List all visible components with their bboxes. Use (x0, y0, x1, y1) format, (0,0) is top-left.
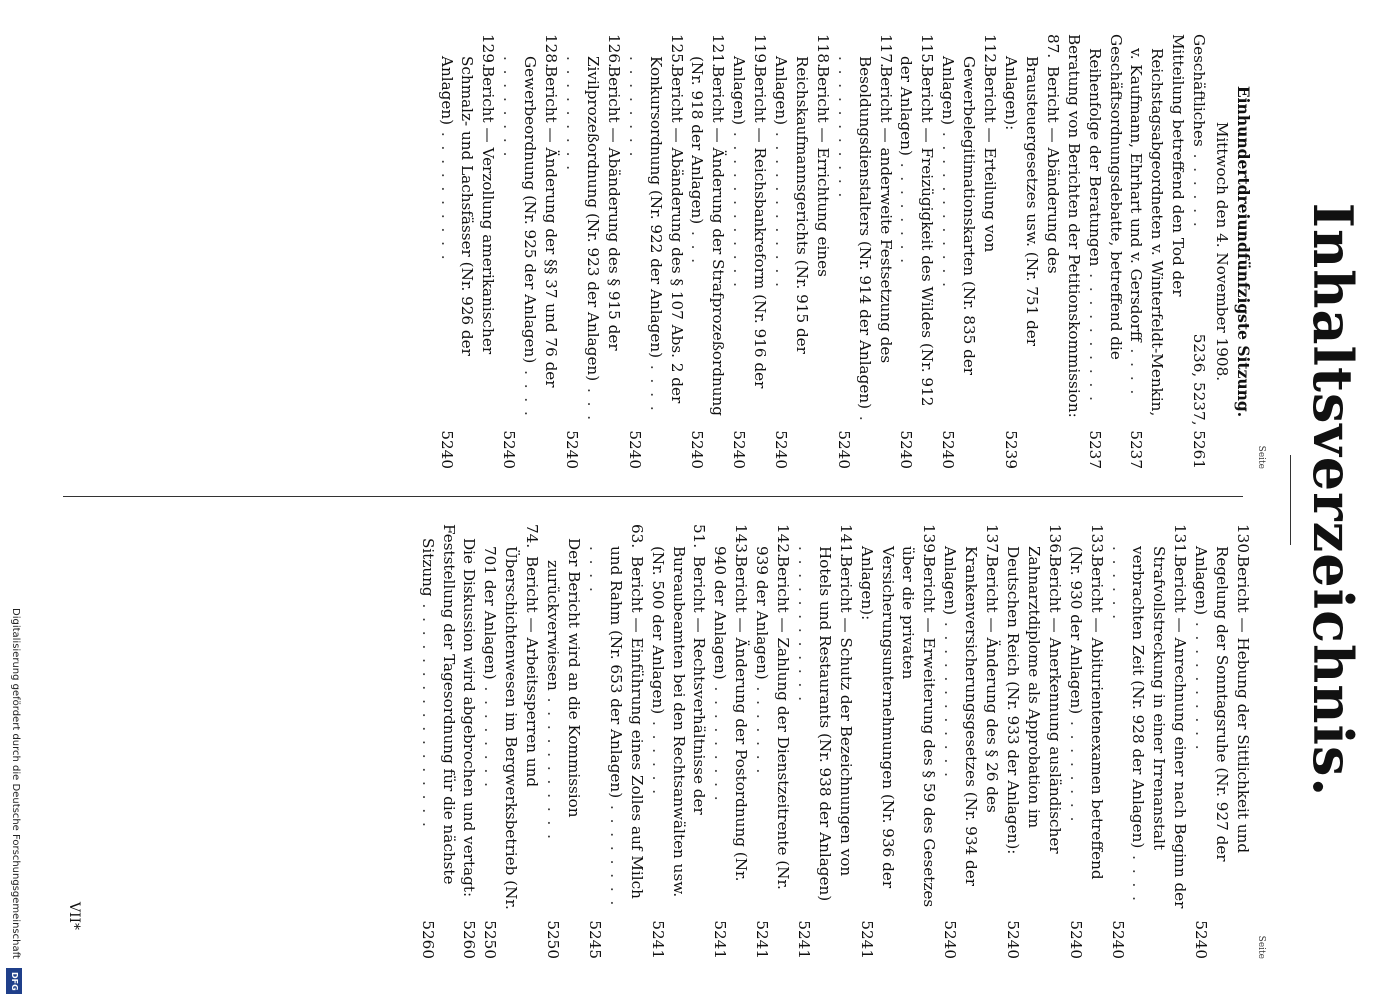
entry-text: Bericht — Errichtung eines Reichskaufmannsgerichts (Nr. 915 der Anlagen) (772, 56, 832, 354)
entry-number: 139. (920, 524, 939, 558)
entry-text: Bericht — Abänderung des § 107 Abs. 2 der Konkursordnung (Nr. 922 der Anlagen) (646, 56, 686, 404)
leader-dots: . . . . . . . . . . . (544, 690, 563, 841)
toc-entry (728, 34, 770, 469)
toc-entry (647, 524, 710, 959)
entry-text: Bericht — anderweite Festsetzung des Besoldungsdienstalters (Nr. 914 der Anlagen) (855, 56, 895, 410)
toc-entry (1063, 34, 1084, 469)
leader-dots: . . . . . . . . . (711, 679, 730, 803)
entry-page-ref: 5240 (1192, 920, 1211, 959)
toc-entry (1002, 524, 1065, 959)
footer-strip-text: Digitalisierung gefördert durch die Deutsche Forschungsgemeinschaft (10, 608, 21, 959)
entry-number: 130. (1234, 524, 1252, 558)
column-divider (63, 496, 1243, 497)
toc-entry (542, 524, 584, 959)
entry-text: Bericht — Abiturientenexamen betreffend (Nr. 930 der Anlagen) (1066, 546, 1106, 880)
entry-text: Mitteilung betreffend den Tod der Reichstagsabgeordneten v. Winterfeldt-Menkin, v. Kaufmann, Ehrhart und v. Gersdorff (1127, 34, 1188, 417)
leader-dots: . . . . . . . . . . (1085, 266, 1104, 403)
seite-header-left: Seite (1256, 445, 1266, 469)
leader-dots: . . . . . . . . . . . . (500, 56, 540, 418)
leader-dots: . . . . . . . . . . . . (941, 615, 960, 779)
entry-text: Bericht — Erweiterung des § 59 des Gesetzes über die privaten Versicherungsunternehmungen (Nr. 936 der Anlagen): (857, 546, 939, 908)
entry-page-ref: 5240 (730, 430, 749, 469)
leader-dots: . . . . . . . (753, 679, 772, 776)
toc-entry (793, 524, 856, 959)
leader-dots: . . . . . . . . . . (1192, 615, 1211, 752)
entry-page-ref: 5260 (460, 920, 479, 959)
leader-dots: . . . . . . . . . . . . (625, 56, 665, 413)
toc-entry (561, 34, 624, 469)
right-column (417, 524, 1267, 959)
toc-entry (1065, 524, 1107, 959)
entry-number: 74. (523, 524, 542, 549)
entry-page-ref: 5241 (648, 920, 667, 959)
entry-number: 51. (690, 524, 709, 549)
entry-text: Bericht — Arbeitssperren und Überschichtenwesen im Bergwerksbetrieb (Nr. 701 der Anlagen) (481, 546, 542, 910)
entry-text: Bericht — Änderung der Strafprozeßordnung (Nr. 918 der Anlagen) (688, 56, 728, 417)
leader-dots: . . . . . . . . . . (437, 125, 456, 262)
leader-dots: . . . . . . (648, 714, 667, 797)
leader-dots: . . . . . . . . . . . . (730, 125, 749, 289)
entry-page-ref: 5241 (794, 920, 813, 959)
entry-text: Bericht — Änderung der Postordnung (Nr. 940 der Anlagen) (711, 546, 751, 882)
entry-text: Bericht — Reichsbankreform (Nr. 916 der Anlagen) (730, 56, 770, 389)
entry-text: Bericht — Schutz der Bezeichnungen von Hotels und Restaurants (Nr. 938 der Anlagen) (815, 546, 855, 902)
toc-entry (1126, 34, 1189, 469)
entry-page-ref: 5240 (772, 430, 791, 469)
toc-entry (1000, 34, 1063, 469)
entry-number: 119. (751, 34, 770, 68)
toc-entry (937, 34, 1000, 469)
entry-text: Bericht — Hebung der Sittlichkeit und Regelung der Sonntagsruhe (Nr. 927 der Anlagen) (1192, 546, 1252, 862)
leader-dots: . . . . . . . . . . . . (834, 56, 874, 423)
entry-text: Feststellung der Tagesordnung für die nächste Sitzung (418, 524, 458, 885)
entry-page-ref: 5240 (625, 430, 644, 469)
entry-page-ref: 5237 (1085, 430, 1104, 469)
entry-text: Geschäftsordnungsdebatte, betreffend die Reihenfolge der Beratungen (1085, 34, 1125, 360)
entry-page-ref: 5240 (563, 430, 581, 469)
toc-entry (770, 34, 833, 469)
entry-text: Geschäftliches (1190, 34, 1209, 147)
entry-number: 143. (732, 524, 751, 558)
leader-dots: . . . . . . . . . . . . . . . . . (418, 596, 437, 829)
toc-entry (479, 524, 542, 959)
entry-text: Bericht — Änderung des § 26 des Krankenversicherungsgesetzes (Nr. 934 der Anlagen) (941, 546, 1002, 886)
entry-page-ref: 5241 (711, 920, 730, 959)
entry-number: 128. (542, 34, 561, 68)
entry-number: 118. (813, 34, 832, 68)
toc-entry (751, 524, 793, 959)
entry-number: 125. (667, 34, 686, 68)
toc-entry (939, 524, 1002, 959)
session-date: Mittwoch den 4. November 1908. (1213, 121, 1232, 382)
entry-number: 137. (983, 524, 1002, 558)
entry-text: Bericht — Abänderung des § 915 der Zivilprozeßordnung (Nr. 923 der Anlagen) (583, 56, 623, 382)
leader-dots: . . . . . . . . (897, 155, 916, 266)
entry-page-ref: 5240 (897, 430, 916, 469)
entry-number: 142. (774, 524, 793, 558)
entry-text: Bericht — Verzollung amerikanischer Schmalz- und Lachsfässer (Nr. 926 der Anlagen) (437, 56, 498, 356)
entry-page-ref: 5240 (688, 430, 707, 469)
session-title: Einhundertdreiundfünfzigste Sitzung. (1234, 85, 1253, 418)
left-entries (436, 34, 1210, 469)
entry-page-ref: 5250 (481, 920, 500, 959)
entry-page-ref: 5245 (585, 920, 604, 959)
entry-page-ref: 5240 (834, 430, 853, 469)
leader-dots: . . . . . . . . . . . . (772, 125, 791, 289)
entry-number: 131. (1171, 524, 1190, 558)
entry-page-ref: 5260 (418, 920, 437, 959)
entry-text: Bericht — Änderung der §§ 37 und 76 der Gewerbeordnung (Nr. 925 der Anlagen) (521, 56, 561, 388)
leader-dots: . . . . . . . . . . . . (794, 546, 813, 704)
entry-page-ref: 5240 (1066, 920, 1085, 959)
leader-dots: . . . . . . . . (1066, 714, 1085, 824)
entry-number: 63. (627, 524, 646, 549)
toc-entry (584, 524, 647, 959)
entry-text: Bericht — Rechtsverhältnisse der Bureaubeamten bei den Rechtsanwälten usw. (Nr. 500 der Anlagen) (648, 546, 709, 898)
entry-number: 141. (836, 524, 855, 558)
entry-page-ref: 5237 (1127, 430, 1146, 469)
entry-text: Bericht — Anerkennung ausländischer Zahnarztdiplome als Approbation im Deutschen Reich (Nr. 933 der Anlagen): (1004, 546, 1064, 855)
entry-page-ref: 5240 (941, 920, 960, 959)
entry-number: 112. (981, 34, 1000, 68)
leader-dots: . . . . (1127, 341, 1146, 397)
right-entries (417, 524, 1253, 959)
left-column (436, 34, 1267, 469)
toc-entry (459, 524, 480, 959)
entry-page-ref: 5241 (857, 920, 876, 959)
entry-text: Beratung von Berichten der Petitionskommission: (1064, 34, 1083, 418)
entry-page-ref: 5240 (939, 430, 958, 469)
entry-number: 87. (1043, 34, 1062, 59)
entry-page-ref: 5239 (1002, 430, 1021, 469)
leader-dots: . . . . . . . . (481, 679, 500, 789)
digitization-strip (3, 608, 25, 1000)
entry-number: 133. (1087, 524, 1106, 558)
leader-dots: . . . . . . (1190, 146, 1209, 229)
toc-entry (1107, 524, 1191, 959)
entry-page-ref: 5240 (1108, 920, 1127, 959)
entry-text: Bericht — Einführung eines Zolles auf Milch und Rahm (Nr. 653 der Anlagen) (606, 546, 646, 899)
toc-entry (896, 34, 938, 469)
entry-page-ref: 5236, 5237, 5261 (1190, 333, 1209, 469)
toc-entry (417, 524, 459, 959)
entry-number: 129. (479, 34, 498, 68)
entry-page-ref: 5240 (1004, 920, 1023, 959)
dfg-logo: DFG (6, 968, 22, 994)
page-title: Inhaltsverzeichnis. (1301, 202, 1365, 798)
toc-entry (624, 34, 687, 469)
leader-dots: . . . (688, 224, 707, 266)
leader-dots: . . . . . . . . . . . . (585, 546, 625, 908)
leader-dots: . . . . . . . . . . . . (563, 56, 602, 423)
leader-dots: . . . . . . . . . . (1108, 546, 1148, 903)
page-number: VII* (66, 901, 82, 930)
entry-page-ref: 5241 (753, 920, 772, 959)
entry-text: Bericht — Zahlung der Dienstzeitrente (Nr. 939 der Anlagen) (753, 546, 793, 890)
entry-number: 117. (876, 34, 895, 68)
leader-dots: . . . . . . . . . . . . (939, 125, 958, 289)
entry-number: 136. (1045, 524, 1064, 558)
entry-text: Bericht — Freizügigkeit des Wildes (Nr. 912 der Anlagen) (897, 56, 937, 407)
toc-entry (436, 34, 499, 469)
toc-entry (833, 34, 896, 469)
seite-header-right: Seite (1256, 935, 1266, 959)
toc-entry (1188, 34, 1209, 469)
entry-page-ref: 5250 (544, 920, 563, 959)
entry-number: 121. (709, 34, 728, 68)
entry-text: Die Diskussion wird abgebrochen und vertagt: (460, 538, 479, 898)
entry-text: Bericht — Erteilung von Gewerbelegitimationskarten (Nr. 835 der Anlagen) (939, 56, 1000, 376)
toc-entry (856, 524, 940, 959)
entry-text: Bericht — Abänderung des Brausteuergesetzes usw. (Nr. 751 der Anlagen): (1002, 56, 1062, 347)
toc-entry (709, 524, 751, 959)
entry-page-ref: 5240 (500, 430, 519, 469)
entry-number: 115. (918, 34, 937, 68)
entry-page-ref: 5240 (437, 430, 456, 469)
toc-entry (687, 34, 729, 469)
entry-number: 126. (604, 34, 623, 68)
toc-entry (1190, 524, 1253, 959)
entry-text: Der Bericht wird an die Kommission zurückverwiesen (544, 538, 583, 818)
toc-entry (1084, 34, 1126, 469)
entry-text: Bericht — Anrechnung einer nach Beginn der Strafvollstreckung in einer Irrenanstalt verbrachten Zeit (Nr. 928 der Anlagen) (1129, 546, 1190, 909)
toc-entry (498, 34, 561, 469)
title-rule (1290, 455, 1291, 545)
